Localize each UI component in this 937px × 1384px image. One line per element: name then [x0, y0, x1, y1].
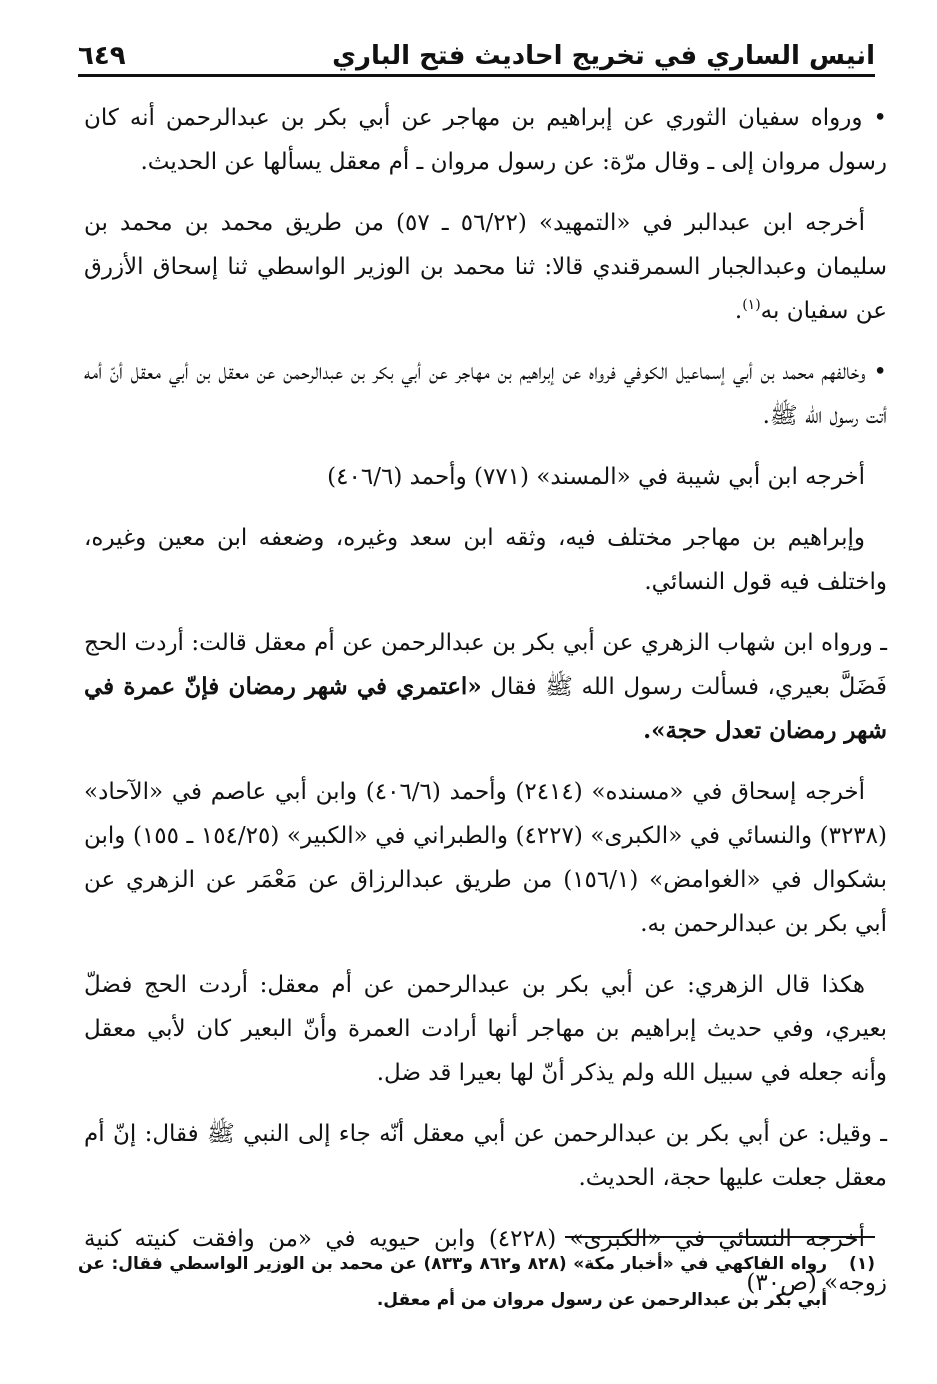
- paragraph-1: • ورواه سفيان الثوري عن إبراهيم بن مهاجر عن أبي بكر بن عبدالرحمن أنه كان رسول مروان إلى ـ وقال مرّة: عن رسول مروان ـ أم معقل يسألها عن الحديث.: [84, 105, 887, 175]
- footnote-number: (١): [849, 1254, 875, 1274]
- paragraph-4: أخرجه ابن أبي شيبة في «المسند» (٧٧١) وأحمد (٤٠٦/٦): [327, 464, 865, 490]
- paragraph-6: [84, 621, 887, 753]
- page-number: ٦٤٩: [78, 41, 126, 71]
- paragraph-3: • وخالفهم محمد بن أبي إسماعيل الكوفي فرواه عن إبراهيم بن مهاجر عن أبي بكر بن عبدالرحمن عن معقل بن أبي معقل أنّ أمه أتت رسول الله ﷺ.: [84, 359, 887, 429]
- paragraph-9: ـ وقيل: عن أبي بكر بن عبدالرحمن عن أبي معقل أنّه جاء إلى النبي ﷺ فقال: إنّ أم معقل جعلت عليها حجة، الحديث.: [84, 1121, 887, 1191]
- paragraph-5: وإبراهيم بن مهاجر مختلف فيه، وثقه ابن سعد وغيره، وضعفه ابن معين وغيره، واختلف فيه قول النسائي.: [84, 525, 887, 595]
- paragraph-2: [84, 201, 887, 333]
- footnote-divider: [565, 1236, 875, 1238]
- footnote-item: [78, 1246, 875, 1318]
- footnote-reference[interactable]: (١): [742, 297, 761, 313]
- paragraph-6-text: ـ ورواه ابن شهاب الزهري عن أبي بكر بن عبدالرحمن عن أم معقل قالت: أردت الحج فَضَلَّ بعيري، فسألت رسول الله ﷺ فقال: [84, 630, 888, 700]
- running-title: انيس الساري في تخريج احاديث فتح الباري: [332, 41, 875, 71]
- paragraph-10: أخرجه النسائي في «الكبرى» (٤٢٢٨) وابن حيويه في «من وافقت كنيته كنية زوجه» (ص٣٠): [84, 1226, 887, 1296]
- main-text: [84, 96, 887, 1322]
- paragraph-7: أخرجه إسحاق في «مسنده» (٢٤١٤) وأحمد (٤٠٦/٦) وابن أبي عاصم في «الآحاد» (٣٢٣٨) والنسائي في «الكبرى» (٤٢٢٧) والطبراني في «الكبير» (١٥٤/٢٥ ـ ١٥٥) وابن بشكوال في «الغوامض» (١٥٦/١) من طريق عبدالرزاق عن مَعْمَر عن الزهري عن أبي بكر بن عبدالرحمن به.: [84, 779, 887, 937]
- paragraph-2-text: أخرجه ابن عبدالبر في «التمهيد» (٥٦/٢٢ ـ ٥٧) من طريق محمد بن محمد بن سليمان وعبدالجبار السمرقندي قالا: ثنا محمد بن الوزير الواسطي ثنا إسحاق الأزرق عن سفيان به: [84, 210, 887, 324]
- page-header: [78, 34, 875, 77]
- paragraph-2-end: .: [734, 298, 743, 324]
- hadith-quote: «اعتمري في شهر رمضان فإنّ عمرة في شهر رمضان تعدل حجة».: [84, 673, 887, 744]
- paragraph-8: هكذا قال الزهري: عن أبي بكر بن عبدالرحمن عن أم معقل: أردت الحج فضلّ بعيري، وفي حديث إبراهيم بن مهاجر أنها أرادت العمرة وأنّ البعير كان لأبي معقل وأنه جعله في سبيل الله ولم يذكر أنّ لها بعيرا قد ضل.: [84, 972, 887, 1086]
- footnote-text: رواه الفاكهي في «أخبار مكة» (٨٢٨ و٨٦٢ و٨٣٣) عن محمد بن الوزير الواسطي فقال: عن أبي بكر بن عبدالرحمن عن رسول مروان من أم معقل.: [78, 1254, 828, 1310]
- footnotes: [78, 1246, 875, 1318]
